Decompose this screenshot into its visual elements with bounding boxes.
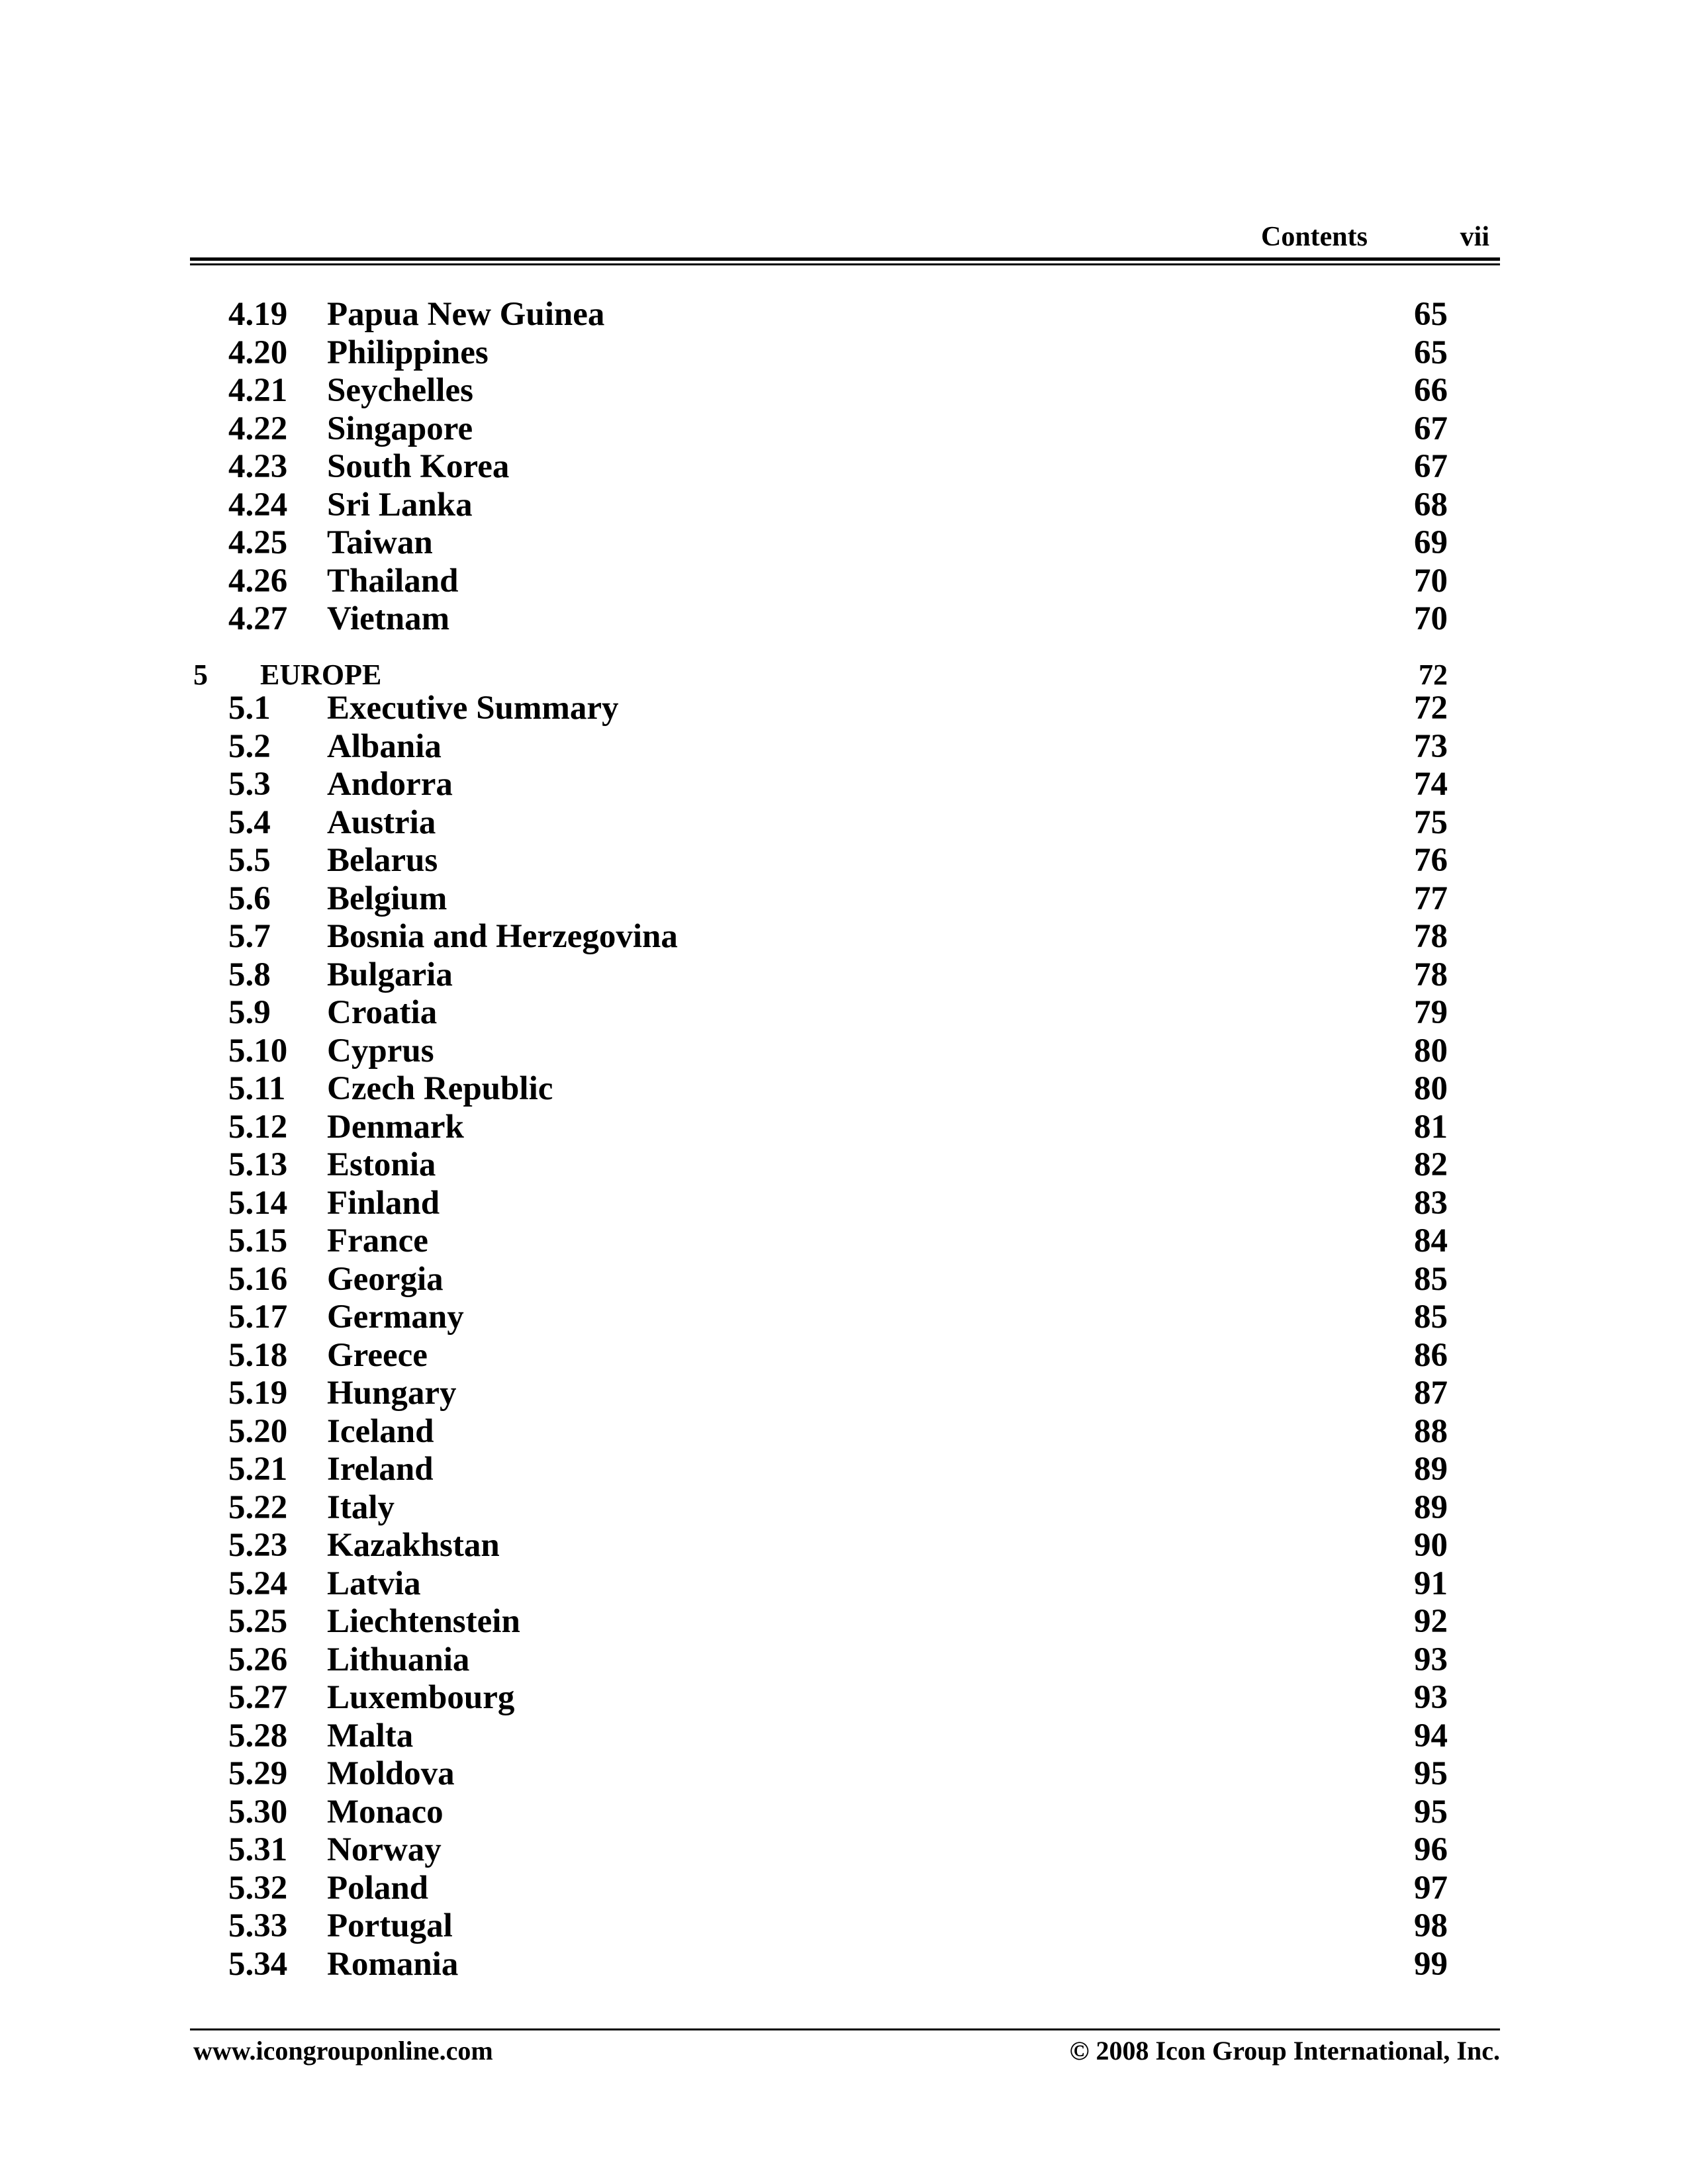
- toc-entry[interactable]: [0, 295, 1688, 334]
- toc-entry-number: 5.2: [228, 727, 271, 765]
- toc-entry[interactable]: [0, 371, 1688, 410]
- toc-entry-number: 5.15: [228, 1222, 288, 1259]
- toc-entry-title: Lithuania: [327, 1641, 470, 1678]
- toc-entry-title: Croatia: [327, 994, 438, 1031]
- toc-entry-number: 5.33: [228, 1907, 288, 1944]
- toc-entry-page: 78: [1414, 956, 1448, 993]
- toc-entry-page: 95: [1414, 1793, 1448, 1831]
- toc-entry[interactable]: [0, 1260, 1688, 1298]
- toc-entry-number: 5.17: [228, 1298, 288, 1336]
- toc-entry-title: Italy: [327, 1488, 395, 1526]
- toc-entry-page: 74: [1414, 766, 1448, 803]
- toc-entry-title: Malta: [327, 1717, 414, 1754]
- toc-entry-page: 79: [1414, 994, 1448, 1031]
- toc-entry[interactable]: [0, 1602, 1688, 1641]
- footer-website: www.icongrouponline.com: [193, 2036, 493, 2066]
- toc-entry-title: Norway: [327, 1831, 442, 1868]
- toc-entry-title: Sri Lanka: [327, 486, 473, 523]
- toc-entry-title: Seychelles: [327, 372, 473, 409]
- toc-entry-page: 67: [1414, 448, 1448, 485]
- toc-entry[interactable]: [0, 410, 1688, 448]
- toc-entry-title: Finland: [327, 1184, 440, 1222]
- toc-entry[interactable]: [0, 562, 1688, 600]
- toc-entry-page: 84: [1414, 1222, 1448, 1259]
- toc-entry-title: Belarus: [327, 842, 438, 879]
- toc-entry-number: 5.24: [228, 1565, 288, 1602]
- toc-entry[interactable]: [0, 447, 1688, 486]
- toc-entry-number: 5.32: [228, 1869, 288, 1907]
- toc-entry-page: 88: [1414, 1412, 1448, 1450]
- toc-entry-title: Germany: [327, 1298, 464, 1336]
- toc-entry-title: France: [327, 1222, 428, 1259]
- toc-entry-number: 5.10: [228, 1032, 288, 1069]
- toc-entry-title: South Korea: [327, 448, 510, 485]
- toc-entry-title: Latvia: [327, 1565, 421, 1602]
- toc-section-number: 5: [193, 658, 208, 691]
- toc-entry-page: 72: [1414, 690, 1448, 727]
- toc-entry-page: 83: [1414, 1184, 1448, 1222]
- toc-entry-title: Ireland: [327, 1451, 434, 1488]
- toc-section-heading[interactable]: [0, 651, 1688, 690]
- toc-entry[interactable]: [0, 1336, 1688, 1375]
- toc-entry[interactable]: [0, 1374, 1688, 1412]
- toc-entry-number: 5.1: [228, 690, 271, 727]
- toc-entry-number: 5.9: [228, 994, 271, 1031]
- toc-entry[interactable]: [0, 1222, 1688, 1260]
- toc-entry-page: 96: [1414, 1831, 1448, 1868]
- toc-entry-number: 5.21: [228, 1451, 288, 1488]
- footer-rule: [190, 2028, 1500, 2030]
- toc-entry-number: 5.11: [228, 1070, 286, 1107]
- toc-group-asia: [0, 295, 1688, 638]
- toc-entry-page: 70: [1414, 562, 1448, 600]
- header-page-number: vii: [1460, 222, 1489, 252]
- toc-entry-title: Romania: [327, 1945, 459, 1983]
- toc-entry-title: Bosnia and Herzegovina: [327, 918, 678, 955]
- toc-entry-title: Papua New Guinea: [327, 296, 605, 333]
- toc-entry[interactable]: [0, 1641, 1688, 1679]
- toc-entry-number: 5.13: [228, 1146, 288, 1183]
- toc-entry-page: 77: [1414, 880, 1448, 917]
- toc-entry-number: 5.19: [228, 1375, 288, 1412]
- toc-entry-page: 85: [1414, 1298, 1448, 1336]
- toc-entry[interactable]: [0, 1717, 1688, 1755]
- toc-entry-number: 5.16: [228, 1260, 288, 1298]
- toc-entry-number: 5.4: [228, 803, 271, 841]
- toc-entry-title: Czech Republic: [327, 1070, 553, 1107]
- toc-entry[interactable]: [0, 1945, 1688, 1983]
- toc-entry-title: Andorra: [327, 766, 453, 803]
- toc-entry[interactable]: [0, 1754, 1688, 1793]
- toc-entry-title: Denmark: [327, 1108, 464, 1146]
- toc-entry-page: 78: [1414, 918, 1448, 955]
- toc-entry-title: Estonia: [327, 1146, 436, 1183]
- toc-entry[interactable]: [0, 841, 1688, 880]
- toc-entry-title: Kazakhstan: [327, 1527, 500, 1564]
- toc-entry-page: 65: [1414, 296, 1448, 333]
- toc-entry-title: Executive Summary: [327, 690, 619, 727]
- toc-entry-title: Monaco: [327, 1793, 444, 1831]
- toc-entry-number: 5.26: [228, 1641, 288, 1678]
- toc-entry-page: 81: [1414, 1108, 1448, 1146]
- toc-entry-page: 68: [1414, 486, 1448, 523]
- toc-entry-title: Poland: [327, 1869, 429, 1907]
- toc-entry-number: 4.25: [228, 524, 288, 561]
- toc-entry-title: Moldova: [327, 1755, 455, 1792]
- toc-entry[interactable]: [0, 1450, 1688, 1488]
- toc-entry-page: 80: [1414, 1032, 1448, 1069]
- running-header: [190, 221, 1500, 261]
- toc-entry-number: 5.5: [228, 842, 271, 879]
- toc-entry-page: 89: [1414, 1451, 1448, 1488]
- toc-entry[interactable]: [0, 1565, 1688, 1603]
- toc-entry-page: 93: [1414, 1641, 1448, 1678]
- toc-entry-title: Thailand: [327, 562, 459, 600]
- footer-copyright: © 2008 Icon Group International, Inc.: [1069, 2036, 1500, 2066]
- toc-entry-title: Portugal: [327, 1907, 453, 1944]
- toc-entry-number: 5.31: [228, 1831, 288, 1868]
- toc-entry-number: 5.30: [228, 1793, 288, 1831]
- toc-group-europe: [0, 689, 1688, 1983]
- toc-entry-title: Georgia: [327, 1260, 444, 1298]
- toc-entry-page: 87: [1414, 1375, 1448, 1412]
- toc-entry-page: 85: [1414, 1260, 1448, 1298]
- toc-entry-page: 75: [1414, 803, 1448, 841]
- toc-entry[interactable]: [0, 486, 1688, 524]
- toc-entry[interactable]: [0, 1831, 1688, 1869]
- toc-entry-page: 70: [1414, 600, 1448, 637]
- toc-entry[interactable]: [0, 600, 1688, 638]
- toc-entry-title: Singapore: [327, 410, 473, 447]
- toc-entry-title: Vietnam: [327, 600, 450, 637]
- header-rule-secondary: [190, 263, 1500, 265]
- toc-entry[interactable]: [0, 1907, 1688, 1945]
- toc-entry[interactable]: [0, 1412, 1688, 1451]
- toc-entry-page: 73: [1414, 727, 1448, 765]
- toc-entry-title: Luxembourg: [327, 1679, 515, 1716]
- toc-entry[interactable]: [0, 765, 1688, 803]
- toc-entry-number: 5.6: [228, 880, 271, 917]
- toc-entry-number: 5.18: [228, 1336, 288, 1374]
- toc-entry[interactable]: [0, 523, 1688, 562]
- toc-entry-title: Taiwan: [327, 524, 433, 561]
- toc-entry-number: 5.7: [228, 918, 271, 955]
- toc-entry-page: 94: [1414, 1717, 1448, 1754]
- toc-entry-page: 95: [1414, 1755, 1448, 1792]
- toc-entry-title: Liechtenstein: [327, 1603, 520, 1640]
- toc-entry-title: Iceland: [327, 1412, 434, 1450]
- toc-entry[interactable]: [0, 334, 1688, 372]
- toc-entry-page: 86: [1414, 1336, 1448, 1374]
- toc-entry-page: 66: [1414, 372, 1448, 409]
- toc-entry-number: 5.8: [228, 956, 271, 993]
- toc-entry-number: 5.25: [228, 1603, 288, 1640]
- toc-entry-number: 5.29: [228, 1755, 288, 1792]
- toc-entry-number: 5.12: [228, 1108, 288, 1146]
- toc-entry-page: 97: [1414, 1869, 1448, 1907]
- toc-entry[interactable]: [0, 1184, 1688, 1222]
- toc-entry[interactable]: [0, 727, 1688, 766]
- toc-entry-number: 4.20: [228, 334, 288, 371]
- toc-entry-number: 4.27: [228, 600, 288, 637]
- toc-entry-page: 76: [1414, 842, 1448, 879]
- toc-entry-title: Belgium: [327, 880, 447, 917]
- toc-entry-page: 99: [1414, 1945, 1448, 1983]
- toc-entry-number: 5.27: [228, 1679, 288, 1716]
- toc-entry-page: 80: [1414, 1070, 1448, 1107]
- toc-entry-number: 5.14: [228, 1184, 288, 1222]
- toc-entry-number: 4.21: [228, 372, 288, 409]
- toc-entry-page: 91: [1414, 1565, 1448, 1602]
- toc-section-page: 72: [1419, 658, 1448, 691]
- toc-entry[interactable]: [0, 1793, 1688, 1831]
- toc-entry-number: 4.23: [228, 448, 288, 485]
- toc-entry-number: 5.34: [228, 1945, 288, 1983]
- toc-entry[interactable]: [0, 1298, 1688, 1336]
- toc-entry-page: 69: [1414, 524, 1448, 561]
- table-of-contents: [0, 295, 1688, 1983]
- toc-entry[interactable]: [0, 917, 1688, 956]
- toc-entry[interactable]: [0, 1526, 1688, 1565]
- toc-entry[interactable]: [0, 993, 1688, 1032]
- header-rule: [190, 257, 1500, 261]
- toc-entry[interactable]: [0, 689, 1688, 727]
- toc-entry[interactable]: [0, 880, 1688, 918]
- toc-entry-page: 93: [1414, 1679, 1448, 1716]
- toc-entry-number: 4.24: [228, 486, 288, 523]
- toc-section-title: EUROPE: [260, 658, 382, 691]
- toc-entry[interactable]: [0, 803, 1688, 842]
- toc-entry[interactable]: [0, 1488, 1688, 1527]
- toc-entry[interactable]: [0, 1069, 1688, 1108]
- toc-entry-page: 98: [1414, 1907, 1448, 1944]
- toc-entry[interactable]: [0, 1869, 1688, 1907]
- toc-entry-page: 65: [1414, 334, 1448, 371]
- toc-entry-number: 5.20: [228, 1412, 288, 1450]
- toc-entry-page: 90: [1414, 1527, 1448, 1564]
- toc-entry-number: 4.19: [228, 296, 288, 333]
- toc-entry-title: Bulgaria: [327, 956, 453, 993]
- toc-entry[interactable]: [0, 1108, 1688, 1146]
- toc-entry-page: 89: [1414, 1488, 1448, 1526]
- toc-entry-title: Hungary: [327, 1375, 457, 1412]
- toc-entry-number: 5.3: [228, 766, 271, 803]
- toc-entry-title: Philippines: [327, 334, 489, 371]
- toc-entry[interactable]: [0, 1146, 1688, 1184]
- toc-entry-number: 5.28: [228, 1717, 288, 1754]
- toc-entry[interactable]: [0, 1678, 1688, 1717]
- toc-entry-title: Cyprus: [327, 1032, 434, 1069]
- toc-entry-title: Austria: [327, 803, 436, 841]
- toc-entry-number: 5.22: [228, 1488, 288, 1526]
- toc-entry-number: 4.26: [228, 562, 288, 600]
- toc-entry-title: Greece: [327, 1336, 428, 1374]
- header-title: Contents: [1260, 222, 1368, 252]
- toc-entry-page: 92: [1414, 1603, 1448, 1640]
- toc-entry[interactable]: [0, 956, 1688, 994]
- toc-entry-number: 4.22: [228, 410, 288, 447]
- toc-entry-title: Albania: [327, 727, 442, 765]
- toc-entry-page: 82: [1414, 1146, 1448, 1183]
- toc-entry-page: 67: [1414, 410, 1448, 447]
- toc-entry[interactable]: [0, 1032, 1688, 1070]
- toc-entry-number: 5.23: [228, 1527, 288, 1564]
